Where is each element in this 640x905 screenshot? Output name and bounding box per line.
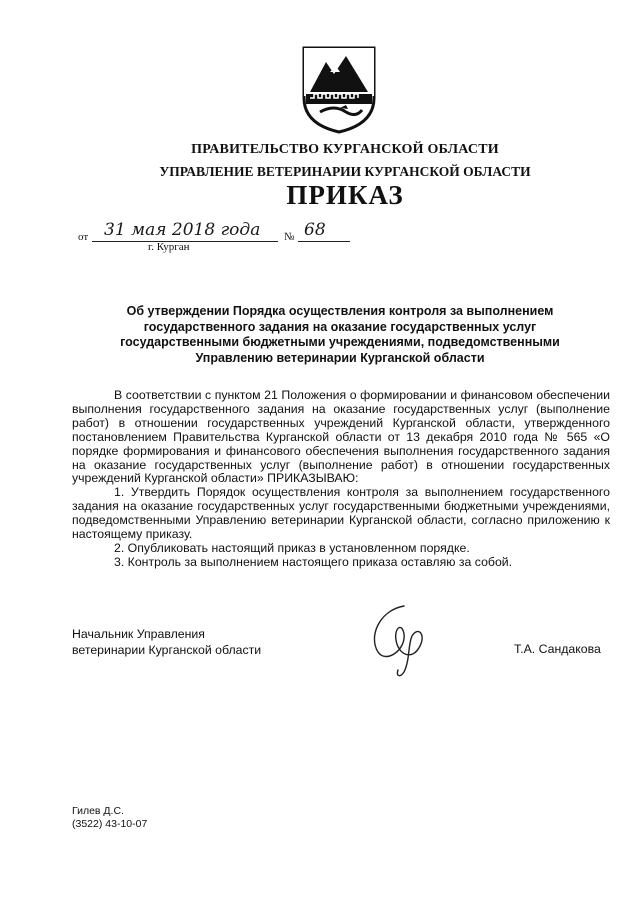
document-type-title: ПРИКАЗ [286,180,404,210]
organization-department: УПРАВЛЕНИЕ ВЕТЕРИНАРИИ КУРГАНСКОЙ ОБЛАСТИ [159,164,531,179]
document-body [72,389,610,570]
document-subject: Об утверждении Порядка осуществления контроля за выполнением государственного задания на оказание государственных услуг государственными бюджетными учреждениями, подведомственными Управлению ветеринарии Курганской области [120,304,560,365]
executor-phone: (3522) 43-10-07 [72,818,148,830]
signer-position-line-1: Начальник Управления [72,627,205,641]
executor-name: Гилев Д.С. [72,805,124,817]
signer-position-line-2: ветеринарии Курганской области [72,643,262,657]
order-item-1: 1. Утвердить Порядок осуществления контроля за выполнением государственного задания на оказание государственных услуг государственными бюджетными учреждениями, подведомственными Управлению ветеринарии Курганской области, согласно приложению к настоящему приказу. [72,485,610,542]
city-label: г. Курган [148,241,190,253]
number-label: № [284,231,295,243]
coat-of-arms-icon [300,46,378,134]
executor-contact [72,805,147,831]
date-from-label: от [78,231,89,243]
order-item-2: 2. Опубликовать настоящий приказ в установленном порядке. [114,540,470,555]
signer-position [72,626,261,658]
date-number-line [78,222,378,246]
handwritten-number: 68 [304,220,326,240]
signature-icon [360,600,440,682]
handwritten-date: 31 мая 2018 года [104,220,261,240]
preamble-paragraph: В соответствии с пунктом 21 Положения о формировании и финансовом обеспечении выполнения государственного задания на оказание государственных услуг (выполнение работ) в отношении государственных учреждений Курганской области, утвержденного постановлением Правительства Курганской области от 13 декабря 2010 года № 565 «О порядке формирования и финансового обеспечения выполнения государственного задания на оказание государственных услуг (выполнение работ) в отношении государственных учреждений Курганской области» ПРИКАЗЫВАЮ: [72,388,610,486]
number-underline [298,241,350,242]
order-item-3: 3. Контроль за выполнением настоящего приказа оставляю за собой. [114,554,513,569]
organization-government: ПРАВИТЕЛЬСТВО КУРГАНСКОЙ ОБЛАСТИ [191,142,499,157]
signer-name: Т.А. Сандакова [514,642,601,656]
